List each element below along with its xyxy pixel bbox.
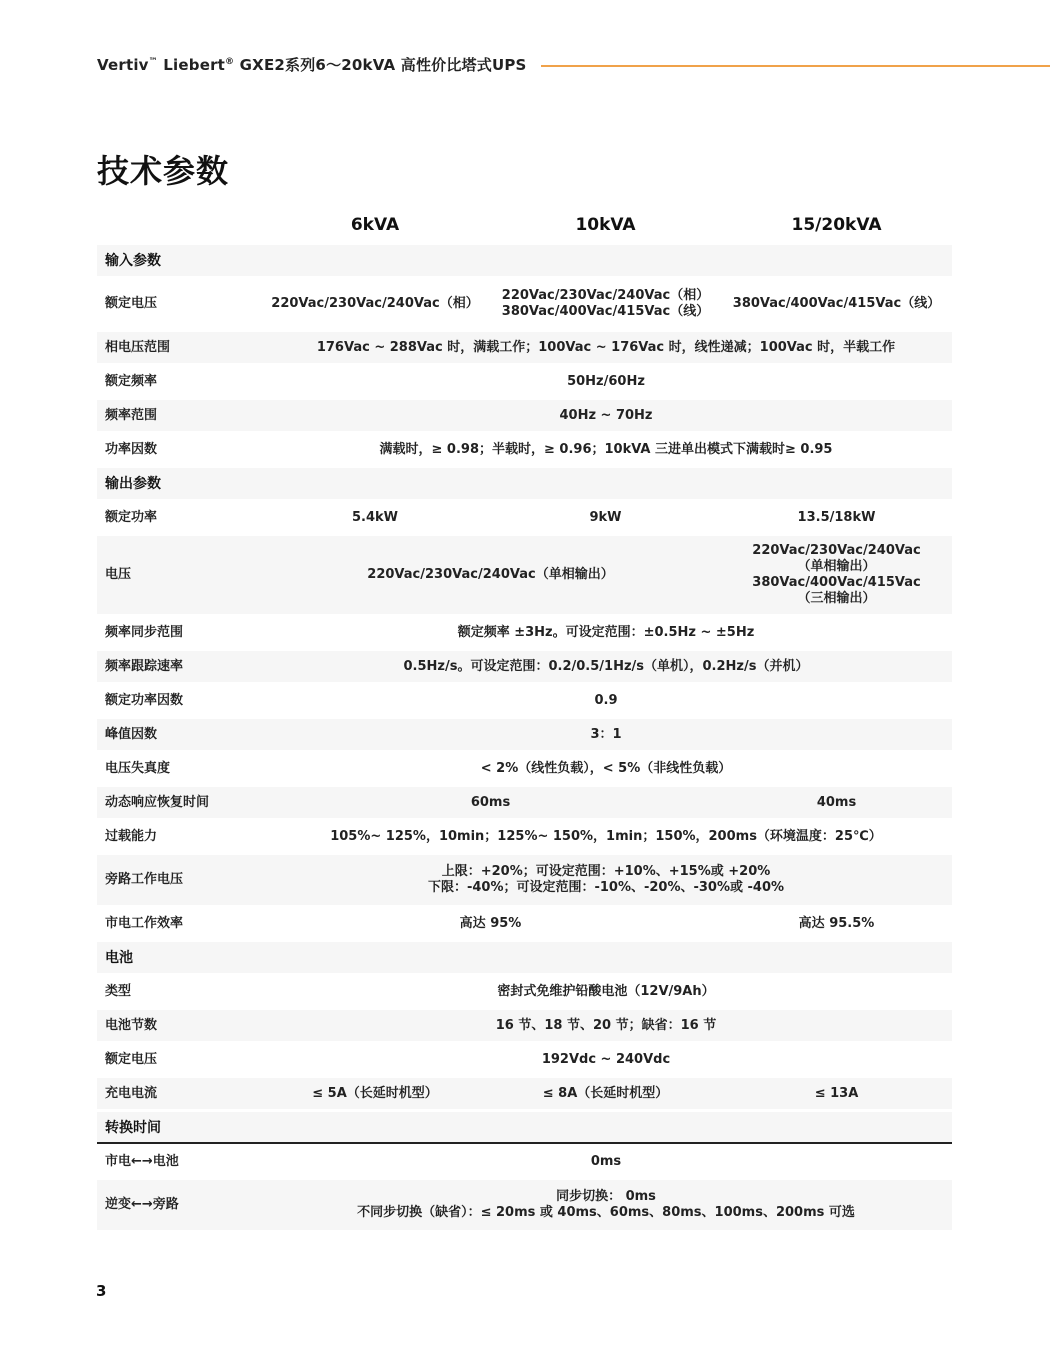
corner-cell — [97, 208, 260, 244]
section-row — [97, 467, 952, 501]
section-heading: 输出参数 — [97, 467, 952, 501]
cell-text: 220Vac/230Vac/240Vac（相） — [501, 288, 710, 303]
table-row — [97, 433, 952, 467]
value-cell — [260, 399, 952, 433]
column-header-row — [97, 208, 952, 244]
cell-text: 50Hz/60Hz — [567, 373, 645, 389]
value-cell — [721, 1077, 952, 1111]
cell-text: 16 节、18 节、20 节；缺省：16 节 — [495, 1017, 717, 1033]
cell-text: 3：1 — [590, 726, 622, 742]
cell-text: 220Vac/230Vac/240Vac（相） — [271, 296, 479, 311]
table-row — [97, 786, 952, 820]
table-row — [97, 752, 952, 786]
value-cell — [260, 820, 952, 854]
value-cell — [721, 786, 952, 820]
header-divider — [541, 65, 1050, 67]
value-cell — [721, 535, 952, 616]
value-cell — [260, 616, 952, 650]
table-row — [97, 684, 952, 718]
row-label: 额定功率 — [97, 501, 260, 535]
cell-text: 高达 95.5% — [798, 915, 875, 931]
cell-text: 380Vac/400Vac/415Vac（线） — [732, 296, 941, 311]
value-cell — [260, 365, 952, 399]
cell-text: 0.9 — [594, 692, 618, 708]
cell-text: 同步切换： 0ms — [556, 1189, 656, 1204]
section-row — [97, 1111, 952, 1145]
table-row — [97, 535, 952, 616]
row-label: 额定电压 — [97, 1043, 260, 1077]
header-title — [97, 54, 527, 75]
table-row — [97, 365, 952, 399]
table-row — [97, 1179, 952, 1231]
section-heading: 输入参数 — [97, 244, 952, 278]
value-cell — [260, 854, 952, 907]
table-bottom-rule — [97, 1142, 952, 1144]
row-label: 额定功率因数 — [97, 684, 260, 718]
table-row — [97, 1145, 952, 1179]
value-cell — [260, 718, 952, 752]
value-cell — [260, 1179, 952, 1231]
section-row — [97, 941, 952, 975]
cell-text: 满载时，≥ 0.98；半载时，≥ 0.96；10kVA 三进单出模式下满载时≥ 0.95 — [379, 441, 833, 457]
value-cell — [260, 433, 952, 467]
row-label: 频率范围 — [97, 399, 260, 433]
value-cell — [260, 650, 952, 684]
value-cell — [260, 331, 952, 365]
table-row — [97, 331, 952, 365]
table-row — [97, 975, 952, 1009]
value-cell — [260, 535, 721, 616]
cell-text: 220Vac/230Vac/240Vac（单相输出） — [367, 567, 614, 582]
spec-table — [97, 208, 952, 1230]
cell-text: 380Vac/400Vac/415Vac（线） — [501, 304, 710, 319]
cell-text: （单相输出） — [797, 559, 876, 574]
value-cell — [260, 1043, 952, 1077]
row-label: 旁路工作电压 — [97, 854, 260, 907]
cell-text: < 2%（线性负载），< 5%（非线性负载） — [480, 760, 732, 776]
row-label: 频率跟踪速率 — [97, 650, 260, 684]
table-row — [97, 820, 952, 854]
cell-text: 0.5Hz/s。可设定范围：0.2/0.5/1Hz/s（单机），0.2Hz/s（并机） — [403, 658, 809, 674]
brand-name: Liebert — [157, 55, 226, 74]
section-heading: 转换时间 — [97, 1111, 952, 1145]
cell-text: 13.5/18kW — [797, 509, 876, 525]
value-cell — [260, 684, 952, 718]
value-cell — [260, 786, 721, 820]
row-label: 额定电压 — [97, 278, 260, 331]
value-cell — [260, 1077, 490, 1111]
cell-text: 5.4kW — [351, 509, 398, 525]
row-label: 充电电流 — [97, 1077, 260, 1111]
cell-text: ≤ 13A — [814, 1085, 859, 1101]
table-row — [97, 718, 952, 752]
value-cell — [260, 501, 490, 535]
page-header — [97, 52, 1050, 76]
column-header: 15/20kVA — [721, 208, 952, 244]
table-row — [97, 650, 952, 684]
spec-table-body — [97, 244, 952, 1231]
column-header: 10kVA — [490, 208, 721, 244]
table-row — [97, 907, 952, 941]
value-cell — [260, 907, 721, 941]
value-cell — [260, 752, 952, 786]
table-row — [97, 278, 952, 331]
cell-text: 上限：+20%；可设定范围：+10%、+15%或 +20% — [441, 864, 771, 879]
section-row — [97, 244, 952, 278]
cell-text: 40Hz ~ 70Hz — [559, 407, 653, 423]
cell-text: 密封式免维护铅酸电池（12V/9Ah） — [497, 983, 715, 999]
column-header: 6kVA — [260, 208, 490, 244]
cell-text: 9kW — [589, 509, 622, 525]
registered-symbol: ® — [225, 56, 235, 67]
product-title: GXE2系列6～20kVA 高性价比塔式UPS — [234, 55, 527, 74]
value-cell — [260, 1009, 952, 1043]
row-label: 额定频率 — [97, 365, 260, 399]
table-row — [97, 854, 952, 907]
cell-text: 220Vac/230Vac/240Vac — [752, 543, 921, 558]
row-label: 过载能力 — [97, 820, 260, 854]
table-row — [97, 1077, 952, 1111]
value-cell — [260, 975, 952, 1009]
cell-text: 105%~ 125%，10min；125%~ 150%，1min；150%，200ms（环境温度：25℃） — [330, 828, 882, 844]
row-label: 功率因数 — [97, 433, 260, 467]
row-label: 电压失真度 — [97, 752, 260, 786]
row-label: 电压 — [97, 535, 260, 616]
table-row — [97, 616, 952, 650]
row-label: 频率同步范围 — [97, 616, 260, 650]
cell-text: 176Vac ~ 288Vac 时，满载工作；100Vac ~ 176Vac 时，线性递减；100Vac 时，半载工作 — [316, 339, 896, 355]
section-heading: 电池 — [97, 941, 952, 975]
row-label: 电池节数 — [97, 1009, 260, 1043]
table-row — [97, 399, 952, 433]
value-cell — [490, 501, 721, 535]
spec-table-head — [97, 208, 952, 244]
brand-prefix: Vertiv — [97, 55, 149, 74]
cell-text: 额定频率 ±3Hz。可设定范围：±0.5Hz ~ ±5Hz — [457, 624, 755, 640]
value-cell — [260, 278, 490, 331]
page-title: 技术参数 — [97, 152, 230, 190]
table-row — [97, 1043, 952, 1077]
table-row — [97, 1009, 952, 1043]
row-label: 市电←→电池 — [97, 1145, 260, 1179]
cell-text: 0ms — [590, 1153, 622, 1169]
cell-text: （三相输出） — [797, 591, 876, 606]
cell-text: 380Vac/400Vac/415Vac — [752, 575, 921, 590]
value-cell — [721, 501, 952, 535]
cell-text: 高达 95% — [459, 915, 522, 931]
row-label: 类型 — [97, 975, 260, 1009]
row-label: 逆变←→旁路 — [97, 1179, 260, 1231]
value-cell — [490, 278, 721, 331]
row-label: 相电压范围 — [97, 331, 260, 365]
value-cell — [260, 1145, 952, 1179]
value-cell — [490, 1077, 721, 1111]
cell-text: ≤ 8A（长延时机型） — [542, 1085, 669, 1101]
row-label: 市电工作效率 — [97, 907, 260, 941]
cell-text: 40ms — [816, 794, 857, 810]
cell-text: 60ms — [470, 794, 511, 810]
table-row — [97, 501, 952, 535]
row-label: 峰值因数 — [97, 718, 260, 752]
value-cell — [721, 278, 952, 331]
cell-text: 不同步切换（缺省）：≤ 20ms 或 40ms、60ms、80ms、100ms、200ms 可选 — [357, 1205, 855, 1220]
cell-text: ≤ 5A（长延时机型） — [312, 1085, 438, 1101]
cell-text: 192Vdc ~ 240Vdc — [541, 1051, 671, 1067]
cell-text: 下限：-40%；可设定范围：-10%、-20%、-30%或 -40% — [427, 880, 785, 895]
trademark-symbol: ™ — [148, 56, 158, 67]
row-label: 动态响应恢复时间 — [97, 786, 260, 820]
value-cell — [721, 907, 952, 941]
page-number: 3 — [96, 1282, 107, 1300]
